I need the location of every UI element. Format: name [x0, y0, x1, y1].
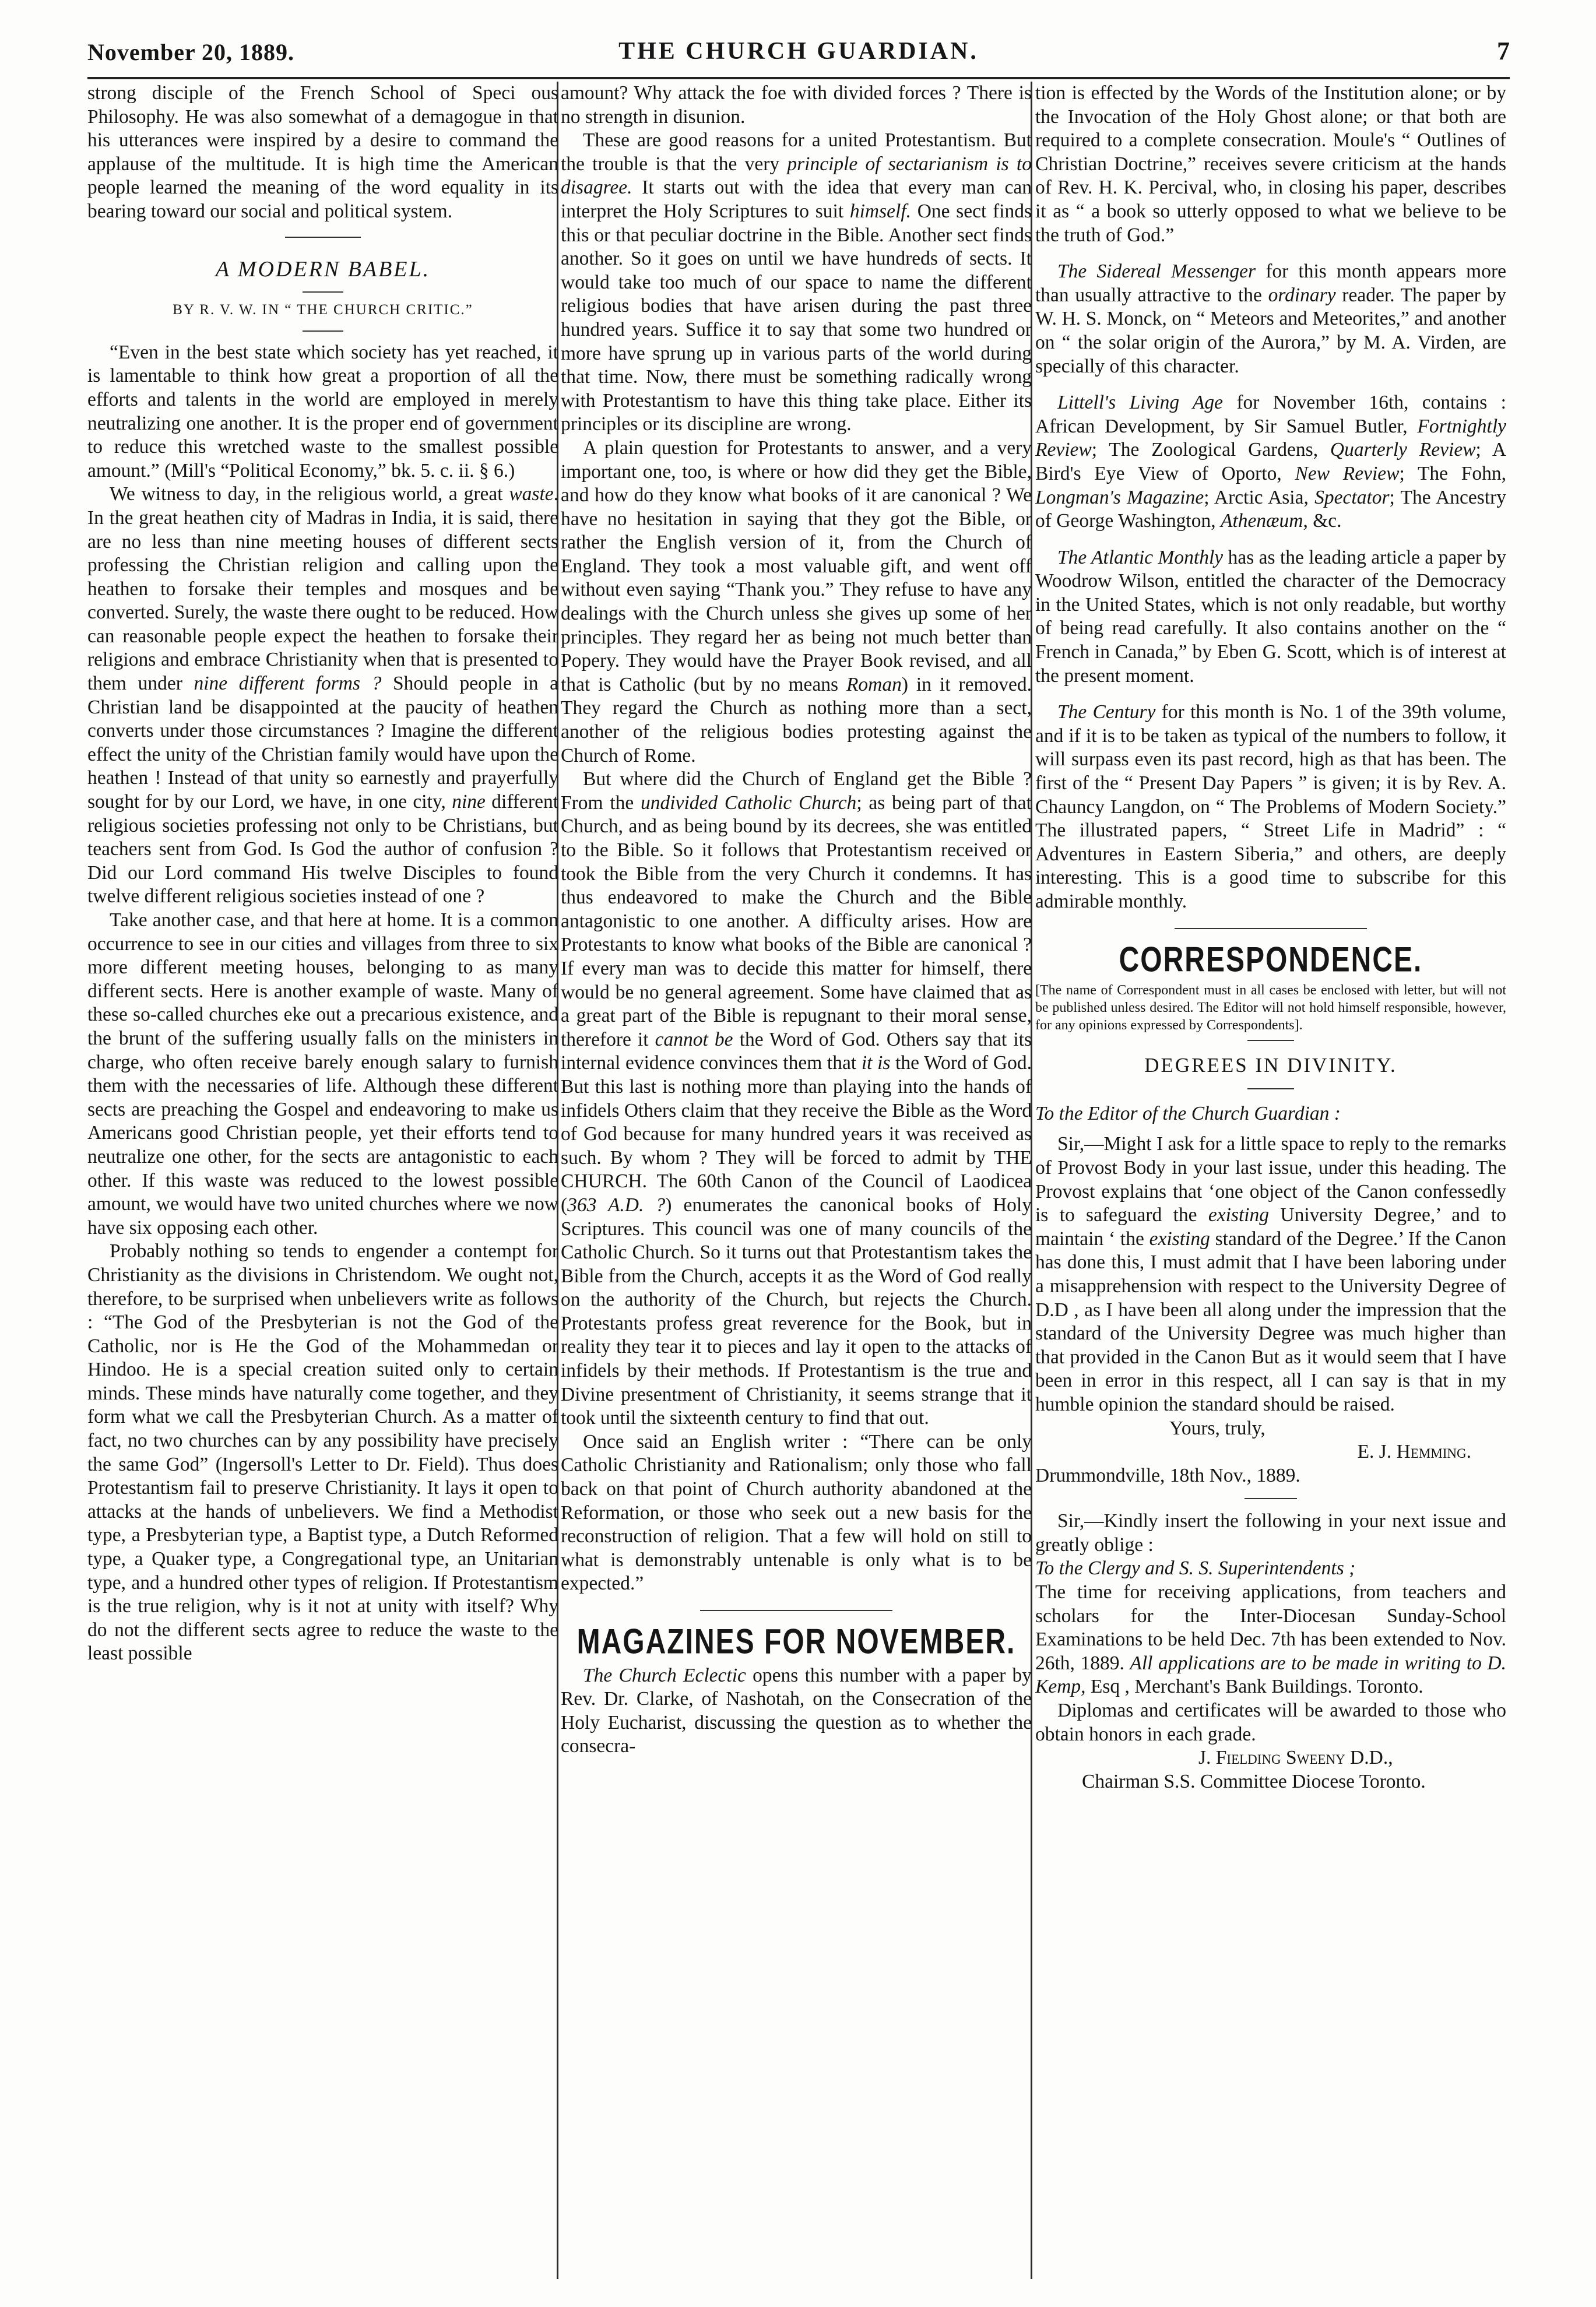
letter-place-date: Drummondville, 18th Nov., 1889.: [1035, 1464, 1300, 1486]
paragraph: Once said an English writer : “There can be only Catholic Christianity and Rationalism; only those who fall back on that point of Church authority abandoned at the Reformation, or those who seek out a new basis for the reconstruction of religion. That a few will hold on still to what is demonstrably untenable is only what is to be expected.”: [561, 1430, 1032, 1595]
note-rule: [1247, 1040, 1294, 1041]
paragraph: Littell's Living Age for November 16th, contains : African Development, by Sir Samuel Butler, Fortnightly Review; The Zoological Gardens, Quarterly Review; A Bird's Eye View of Oporto, New Review; The Fohn, Longman's Magazine; Arctic Asia, Spectator; The Ancestry of George Washington, Athenæum, &c.: [1035, 392, 1506, 532]
letter-signature: J. Fielding Sweeny D.D.,: [1198, 1747, 1393, 1769]
signatory-title: Chairman S.S. Committee Diocese Toronto.: [1082, 1770, 1426, 1792]
paragraph: Probably nothing so tends to engender a contempt for Christianity as the divisions in Christendom. We ought not, therefore, to be surprised when unbelievers write as follows : “The God of the Presbyterian is not the God of the Catholic, nor is He the God of the Mohammedan or Hindoo. He is a special creation suited only to certain minds. These minds have naturally come together, and they form what we call the Presbyterian Church. As a matter of fact, no two churches can by any possibility have precisely the same God” (Ingersoll's Letter to Dr. Field). Thus does Protestantism fail to preserve Christianity. It lays it open to attacks at the hands of unbelievers. We find a Methodist type, a Presbyterian type, a Baptist type, a Dutch Reformed type, a Quaker type, a Congregational type, an Unitarian type, and a hundred other types of religion. If Protestantism is the true religion, why is it not at unity with itself? Why do not the different sects agree to reduce the waste to the least possible: [87, 1240, 558, 1665]
paragraph: amount? Why attack the foe with divided forces ? There is no strength in disunion.: [561, 82, 1032, 128]
section-divider: [1175, 928, 1367, 929]
letter-body: Diplomas and certificates will be awarded to those who obtain honors in each grade.: [1035, 1700, 1506, 1745]
paragraph: A plain question for Protestants to answer, and a very important one, too, is where or how did they get the Bible, and how do they know what books of it are canonical ? We have no hesitation in saying that they got the Bible, or rather the English version of it, from the Church of England. They took a most valuable gift, and went off without even saying “Thank you.” They refuse to have any dealings with the Church unless she gives up some of her principles. They regard her as being not much better than Popery. They would have the Prayer Book revised, and all that is Catholic (but by no means Roman) in it removed. They regard the Church as nothing more than a sect, another of the religious bodies protesting against the Church of Rome.: [561, 437, 1032, 766]
letter-signature: E. J. Hemming.: [1357, 1441, 1471, 1463]
paragraph: But where did the Church of England get the Bible ? From the undivided Catholic Church; as being part of that Church, and as being bound by its decrees, she was entitled to the Bible. So it follows that Protestantism received or took the Bible from the very Church it condemns. It has thus endeavored to make the Church and the Bible antagonistic to one another. A difficulty arises. How are Protestants to know what books of the Bible are canonical ? If every man was to decide this matter for himself, there would be no general agreement. Some have claimed that as a great part of the Bible is repugnant to their moral sense, therefore it cannot be the Word of God. Others say that its internal evidence convinces them that it is the Word of God. But this last is nothing more than playing into the hands of infidels Others claim that they receive the Bible as the Word of God because for many hundred years it was received as such. By whom ? They will be forced to admit by THE CHURCH. The 60th Canon of the Council of Laodicea (363 A.D. ?) enumerates the canonical books of Holy Scriptures. This council was one of many councils of the Catholic Church. So it turns out that Protestantism takes the Bible from the Church, accepts it as the Word of God really on the authority of the Church, but rejects the Church. Protestants profess great reverence for the Book, but in reality they tear it to pieces and lay it open to the attacks of infidels by their methods. If Protestantism is the true and Divine presentment of Christianity, it seems strange that it took until the sixteenth century to find that out.: [561, 768, 1032, 1429]
letter-heading: DEGREES IN DIVINITY.: [1144, 1054, 1397, 1077]
salutation: To the Clergy and S. S. Superintendents ;: [1035, 1557, 1356, 1580]
paragraph: tion is effected by the Words of the Institution alone; or by the Invocation of the Holy Ghost alone; or that both are required to a complete consecration. Moule's “ Outlines of Christian Doctrine,” receives severe criticism at the hands of Rev. H. K. Percival, who, in closing his paper, describes it as “ a book so utterly opposed to what we believe to be the truth of God.”: [1035, 82, 1506, 246]
heading-rule: [1247, 1088, 1294, 1089]
header-rule: [87, 77, 1510, 79]
paragraph: Take another case, and that here at home. It is a common occurrence to see in our cities and villages from three to six more different meeting houses, belonging to as many different sects. Here is another example of waste. Many of these so-called churches eke out a precarious existence, and the brunt of the suffering usually falls on the ministers in charge, who often receive barely enough salary to furnish them with the necessaries of life. Although these different sects are preaching the Gospel and endeavoring to make us Americans good Christian people, yet their efforts tend to neutralize one other, for the sects are antagonistic to each other. If this waste was reduced to the lowest possible amount, we would have two united churches where we now have six opposing each other.: [87, 909, 558, 1239]
section-divider: [700, 1610, 892, 1611]
article-title: A MODERN BABEL.: [215, 256, 431, 282]
issue-date: November 20, 1889.: [87, 39, 294, 65]
page-number: 7: [1497, 37, 1510, 65]
paragraph: The Sidereal Messenger for this month appears more than usually attractive to the ordinary reader. The paper by W. H. S. Monck, on “ Meteors and Meteorites,” and another on “ the solar origin of the Aurora,” by M. A. Virden, are specially of this character.: [1035, 261, 1506, 377]
column-2: [561, 82, 1032, 2279]
masthead-title: THE CHURCH GUARDIAN.: [618, 38, 979, 65]
title-rule: [303, 291, 343, 293]
column-3: [1035, 82, 1506, 2279]
letter-body: Sir,—Kindly insert the following in your next issue and greatly oblige :: [1035, 1510, 1506, 1556]
letter-closing: Yours, truly,: [1169, 1417, 1265, 1439]
editorial-note: [The name of Correspondent must in all cases be enclosed with letter, but will not be published unless desired. The Editor will not hold himself responsible, however, for any opinions expressed by Correspondents].: [1035, 983, 1506, 1033]
paragraph: The Atlantic Monthly has as the leading article a paper by Woodrow Wilson, entitled the character of the Democracy in the United States, which is not only readable, but worthy of being read carefully. It also contains another on the “ French in Canada,” by Eben G. Scott, which is of interest at the present moment.: [1035, 546, 1506, 687]
article-continuation: strong disciple of the French School of Speci ous Philosophy. He was also somewhat of a demagogue in that his utterances were inspired by a desire to command the applause of the multitude. It is high time the American people learned the meaning of the word equality in its bearing toward our social and political system.: [87, 82, 558, 222]
paragraph: The Century for this month is No. 1 of the 39th volume, and if it is to be taken as typical of the numbers to follow, it will surpass even its past record, high as that has been. The first of the “ Present Day Papers ” is given; it is by Rev. A. Chauncy Langdon, on “ The Problems of Modern Society.” The illustrated papers, “ Street Life in Madrid” : “ Adventures in Eastern Siberia,” and others, are deeply interesting. This is a good time to subscribe for this admirable monthly.: [1035, 701, 1506, 912]
epigraph-quote: “Even in the best state which society has yet reached, it is lamentable to think how great a proportion of all the efforts and talents in the world are employed in merely neutralizing one another. It is the proper end of government to reduce this wretched waste to the smallest possible amount.” (Mill's “Political Economy,” bk. 5. c. ii. § 6.): [87, 341, 558, 481]
byline-rule: [303, 330, 343, 332]
page-header: [87, 34, 1510, 75]
paragraph: These are good reasons for a united Protestantism. But the trouble is that the very principle of sectarianism is to disagree. It starts out with the idea that every man can interpret the Holy Scriptures to suit himself. One sect finds this or that peculiar doctrine in the Bible. Another sect finds another. So it goes on until we have hundreds of sects. It would take too much of our space to name the different religious bodies that have arisen during the past three hundred years. Suffice it to say that some two hundred or more have sprung up in various parts of the world during that time. Now, there must be something radically wrong with Protestantism to have this thing take place. Either its principles or its discipline are wrong.: [561, 129, 1032, 435]
letter-body: Sir,—Might I ask for a little space to reply to the remarks of Provost Body in your last issue, under this heading. The Provost explains that ‘one object of the Canon confessedly is to safeguard the existing University Degree,’ and to maintain ‘ the existing standard of the Degree.’ If the Canon has done this, I must admit that I have been laboring under a misapprehension with respect to the University Degree of D.D , as I have been all along under the impression that the standard of the University Degree was much higher than that provided in the Canon But as it would seem that I have been in error in this respect, all I can say is that in my humble opinion the standard should be raised.: [1035, 1133, 1506, 1415]
paragraph: The Church Eclectic opens this number with a paper by Rev. Dr. Clarke, of Nashotah, on the Consecration of the Holy Eucharist, discussing the question as to whether the consecra-: [561, 1664, 1032, 1757]
section-heading: MAGAZINES FOR NOVEMBER.: [576, 1623, 1016, 1662]
column-1: [87, 82, 558, 2279]
paragraph: We witness to day, in the religious world, a great waste. In the great heathen city of Madras in India, it is said, there are no less than nine meeting houses of different sects professing the Christian religion and calling upon the heathen to forsake their temples and mosques and be converted. Surely, the waste there ought to be reduced. How can reasonable people expect the heathen to forsake their religions and embrace Christianity when that is presented to them under nine different forms ? Should people in a Christian land be disappointed at the paucity of heathen converts under those circumstances ? Imagine the different effect the unity of the Christian family would have upon the heathen ! Instead of that unity so earnestly and prayerfully sought for by our Lord, we have, in one city, nine different religious societies professing not only to be Christians, but teachers sent from God. Is God the author of confusion ? Did our Lord command His twelve Disciples to found twelve different religious societies instead of one ?: [87, 483, 558, 908]
section-divider: [285, 237, 361, 238]
salutation: To the Editor of the Church Guardian :: [1035, 1102, 1341, 1124]
letter-divider: [1245, 1498, 1297, 1499]
letter-body: The time for receiving applications, from teachers and scholars for the Inter-Diocesan Sunday-School Examinations to be held Dec. 7th has been extended to Nov. 26th, 1889. All applications are to be made in writing to D. Kemp, Esq , Merchant's Bank Buildings. Toronto.: [1035, 1581, 1506, 1698]
section-heading: CORRESPONDENCE.: [1119, 940, 1423, 980]
article-byline: BY R. V. W. IN “ THE CHURCH CRITIC.”: [173, 302, 473, 318]
